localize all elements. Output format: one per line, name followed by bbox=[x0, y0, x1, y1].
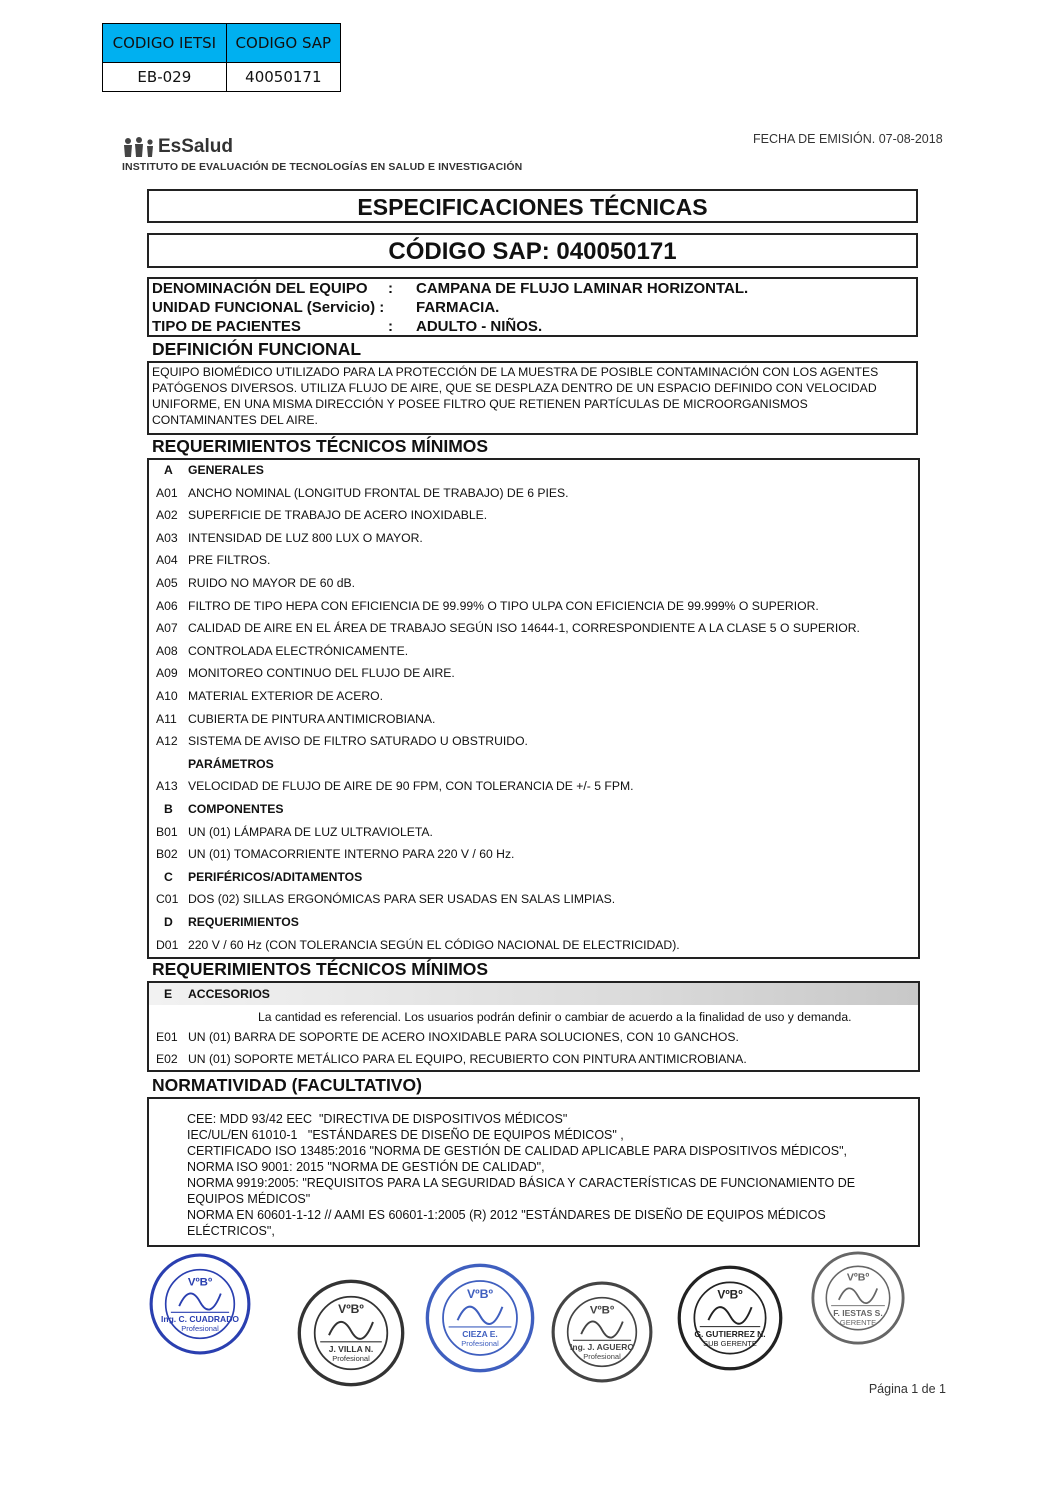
requirement-text: SISTEMA DE AVISO DE FILTRO SATURADO U OBSTRUIDO. bbox=[188, 734, 528, 749]
requirement-text: FILTRO DE TIPO HEPA CON EFICIENCIA DE 99.99% O TIPO ULPA CON EFICIENCIA DE 99.999% O SUPERIOR. bbox=[188, 598, 819, 613]
requirement-code: C bbox=[164, 869, 173, 884]
stamp-role: Profesional bbox=[332, 1354, 370, 1363]
norma-line: EQUIPOS MÉDICOS" bbox=[187, 1192, 311, 1206]
svg-text:VºBº: VºBº bbox=[187, 1276, 213, 1289]
info-key: DENOMINACIÓN DEL EQUIPO bbox=[152, 280, 368, 297]
code-table bbox=[102, 23, 341, 92]
norma-line: ELÉCTRICOS", bbox=[187, 1224, 275, 1238]
stamp-seal-icon bbox=[148, 1252, 252, 1356]
requirement-text: UN (01) LÁMPARA DE LUZ ULTRAVIOLETA. bbox=[188, 824, 433, 839]
requirement-text: CONTROLADA ELECTRÓNICAMENTE. bbox=[188, 643, 409, 658]
stamp-role: GERENTE bbox=[839, 1317, 877, 1327]
norma-line: NORMA 9919:2005: "REQUISITOS PARA LA SEGURIDAD BÁSICA Y CARACTERÍSTICAS DE FUNCIONAMIENTO DE bbox=[187, 1176, 856, 1190]
requirement-code: A04 bbox=[156, 553, 178, 568]
sap-code-title: CÓDIGO SAP: 040050171 bbox=[147, 233, 918, 268]
stamp-seal-icon bbox=[424, 1262, 536, 1374]
normatividad-box bbox=[147, 1097, 920, 1247]
requirement-code: A bbox=[164, 463, 173, 477]
norma-line: NORMA EN 60601-1-12 // AAMI ES 60601-1:2005 (R) 2012 "ESTÁNDARES DE DISEÑO DE EQUIPOS MÉDICOS bbox=[187, 1208, 826, 1222]
code-sap-value: 40050171 bbox=[226, 63, 340, 92]
stamp-role: SUB GERENTE bbox=[703, 1338, 757, 1348]
requirement-code: B bbox=[164, 802, 173, 816]
requirement-text: GENERALES bbox=[188, 463, 264, 477]
requirement-code: A05 bbox=[156, 576, 178, 590]
svg-text:VºBº: VºBº bbox=[589, 1304, 615, 1317]
requirement-text: RUIDO NO MAYOR DE 60 dB. bbox=[188, 576, 356, 590]
stamp-seal-icon bbox=[810, 1250, 906, 1346]
requirement-text: VELOCIDAD DE FLUJO DE AIRE DE 90 FPM, CON TOLERANCIA DE +/- 5 FPM. bbox=[188, 779, 634, 794]
requirement-code: A08 bbox=[156, 643, 178, 658]
approval-stamp bbox=[148, 1252, 252, 1356]
stamp-seal-icon bbox=[676, 1264, 784, 1372]
code-ietsi-value: EB-029 bbox=[103, 63, 227, 92]
logo-text: EsSalud bbox=[158, 136, 233, 157]
approval-stamp bbox=[810, 1250, 906, 1346]
info-value: FARMACIA. bbox=[416, 299, 500, 316]
requirement-text: ANCHO NOMINAL (LONGITUD FRONTAL DE TRABAJO) DE 6 PIES. bbox=[188, 485, 569, 500]
requirement-text: DOS (02) SILLAS ERGONÓMICAS PARA SER USADAS EN SALAS LIMPIAS. bbox=[188, 892, 616, 907]
requirement-code: A07 bbox=[156, 621, 178, 636]
norma-line: NORMA ISO 9001: 2015 "NORMA DE GESTIÓN DE CALIDAD", bbox=[187, 1160, 545, 1174]
approval-stamp bbox=[296, 1278, 406, 1388]
requirement-code: A06 bbox=[156, 598, 178, 613]
requirement-text: INTENSIDAD DE LUZ 800 LUX O MAYOR. bbox=[188, 530, 423, 545]
requirement-text: PRE FILTROS. bbox=[188, 553, 271, 568]
stamp-name: Ing. C. CUADRADO bbox=[161, 1314, 239, 1325]
requirement-code: A03 bbox=[156, 530, 178, 545]
requirement-code: A11 bbox=[156, 711, 177, 726]
category-label: ACCESORIOS bbox=[188, 987, 270, 1001]
requirement-text: COMPONENTES bbox=[188, 802, 284, 816]
definicion-line: EQUIPO BIOMÉDICO UTILIZADO PARA LA PROTECCIÓN DE LA MUESTRA DE POSIBLE CONTAMINACIÓN CON LOS AGENTES bbox=[152, 365, 879, 379]
norma-line: IEC/UL/EN 61010-1 "ESTÁNDARES DE DISEÑO DE EQUIPOS MÉDICOS" , bbox=[187, 1128, 624, 1142]
accesorios-box: E ACCESORIOS La cantidad es referencial. Los usuarios podrán definir o cambiar de acuerdo a la finalidad de uso y demanda. E01 UN (01) BARRA DE SOPORTE DE ACERO INOXIDABLE PARA SOLUCIONES, CON 10 GANCHOS. E02 UN (01) SOPORTE METÁLICO PARA EL EQUIPO, RECUBIERTO CON PINTURA ANTIMICROBIANA. bbox=[147, 981, 920, 1072]
stamp-seal-icon bbox=[550, 1280, 654, 1384]
requirement-text: CUBIERTA DE PINTURA ANTIMICROBIANA. bbox=[188, 711, 436, 726]
requirement-code: D01 bbox=[156, 937, 179, 952]
requirement-code: A10 bbox=[156, 689, 178, 703]
essalud-logo bbox=[122, 136, 233, 158]
equipment-info: DENOMINACIÓN DEL EQUIPO : CAMPANA DE FLUJO LAMINAR HORIZONTAL. UNIDAD FUNCIONAL (Servicio) : FARMACIA. TIPO DE PACIENTES : ADULTO - NIÑOS. bbox=[147, 277, 918, 337]
norma-line: CERTIFICADO ISO 13485:2016 "NORMA DE GESTIÓN DE CALIDAD APLICABLE PARA DISPOSITIVOS MÉDICOS", bbox=[187, 1144, 847, 1158]
stamp-name: J. VILLA N. bbox=[328, 1344, 374, 1354]
definicion-box bbox=[147, 361, 918, 435]
issue-date: FECHA DE EMISIÓN. 07-08-2018 bbox=[753, 132, 943, 146]
svg-text:VºBº: VºBº bbox=[717, 1287, 743, 1302]
stamp-name: CIEZA E. bbox=[462, 1329, 498, 1340]
requirement-text: 220 V / 60 Hz (CON TOLERANCIA SEGÚN EL CÓDIGO NACIONAL DE ELECTRICIDAD). bbox=[188, 937, 680, 952]
stamp-name: Ing. J. AGUERO bbox=[570, 1342, 634, 1353]
people-icon bbox=[122, 137, 156, 157]
requirement-text: MONITOREO CONTINUO DEL FLUJO DE AIRE. bbox=[188, 666, 455, 681]
code-sap-header: CODIGO SAP bbox=[226, 24, 340, 63]
requirement-text: PARÁMETROS bbox=[188, 756, 274, 771]
requerimientos-heading: REQUERIMIENTOS TÉCNICOS MÍNIMOS bbox=[152, 436, 489, 456]
requirement-text: PERIFÉRICOS/ADITAMENTOS bbox=[188, 869, 363, 884]
category-code: E bbox=[164, 987, 173, 1001]
definicion-heading: DEFINICIÓN FUNCIONAL bbox=[152, 339, 362, 359]
accesorios-heading: REQUERIMIENTOS TÉCNICOS MÍNIMOS bbox=[152, 959, 489, 979]
page-title: ESPECIFICACIONES TÉCNICAS bbox=[147, 189, 918, 223]
info-key: TIPO DE PACIENTES bbox=[152, 318, 301, 335]
info-key: UNIDAD FUNCIONAL (Servicio) : bbox=[152, 299, 385, 316]
approval-stamp bbox=[550, 1280, 654, 1384]
requerimientos-box bbox=[147, 458, 920, 959]
stamp-role: Profesional bbox=[461, 1339, 499, 1349]
stamp-seal-icon bbox=[296, 1278, 406, 1388]
info-value: CAMPANA DE FLUJO LAMINAR HORIZONTAL. bbox=[416, 280, 749, 297]
stamp-name: G. GUTIERREZ N. bbox=[694, 1328, 766, 1339]
requirement-code: A12 bbox=[156, 734, 178, 749]
definicion-line: PATÓGENOS DIVERSOS. UTILIZA FLUJO DE AIRE, QUE SE DESPLAZA DENTRO DE UN ESPACIO DEFINIDO CON VELOCIDAD bbox=[152, 381, 877, 395]
requirement-code: A02 bbox=[156, 508, 178, 523]
normatividad-heading: NORMATIVIDAD (FACULTATIVO) bbox=[152, 1075, 422, 1095]
code-ietsi-header: CODIGO IETSI bbox=[103, 24, 227, 63]
definicion-line: UNIFORME, EN UNA MISMA DIRECCIÓN Y POSEE FILTRO QUE RETIENEN PARTÍCULAS DE MICROORGANISMOS bbox=[152, 397, 808, 411]
requirement-code: A01 bbox=[156, 485, 178, 500]
requirement-code: D bbox=[164, 915, 173, 929]
requirement-code: A13 bbox=[156, 779, 178, 794]
stamp-name: F. IESTAS S. bbox=[833, 1307, 883, 1318]
requirement-code: C01 bbox=[156, 892, 179, 907]
institute-name: INSTITUTO DE EVALUACIÓN DE TECNOLOGÍAS EN SALUD E INVESTIGACIÓN bbox=[122, 161, 523, 173]
requirement-code: B02 bbox=[156, 847, 178, 862]
approval-stamp bbox=[676, 1264, 784, 1372]
svg-text:VºBº: VºBº bbox=[338, 1302, 364, 1317]
definicion-line: CONTAMINANTES DEL AIRE. bbox=[152, 413, 318, 427]
info-value: ADULTO - NIÑOS. bbox=[416, 318, 543, 335]
requirement-text: MATERIAL EXTERIOR DE ACERO. bbox=[188, 689, 384, 703]
requirement-code: A09 bbox=[156, 666, 178, 681]
page-number: Página 1 de 1 bbox=[868, 1382, 946, 1396]
requirement-text: UN (01) TOMACORRIENTE INTERNO PARA 220 V / 60 Hz. bbox=[188, 847, 515, 862]
norma-line: CEE: MDD 93/42 EEC "DIRECTIVA DE DISPOSITIVOS MÉDICOS" bbox=[187, 1112, 568, 1126]
requirement-code: B01 bbox=[156, 824, 178, 839]
stamp-role: Profesional bbox=[181, 1324, 219, 1334]
requirement-text: SUPERFICIE DE TRABAJO DE ACERO INOXIDABLE. bbox=[188, 508, 488, 523]
svg-text:VºBº: VºBº bbox=[846, 1271, 870, 1284]
requirement-text: REQUERIMIENTOS bbox=[188, 915, 299, 929]
approval-stamp bbox=[424, 1262, 536, 1374]
svg-text:VºBº: VºBº bbox=[466, 1286, 494, 1301]
stamp-role: Profesional bbox=[583, 1352, 621, 1362]
requirement-text: CALIDAD DE AIRE EN EL ÁREA DE TRABAJO SEGÚN ISO 14644-1, CORRESPONDIENTE A LA CLASE 5 O SUPERIOR. bbox=[188, 621, 860, 636]
